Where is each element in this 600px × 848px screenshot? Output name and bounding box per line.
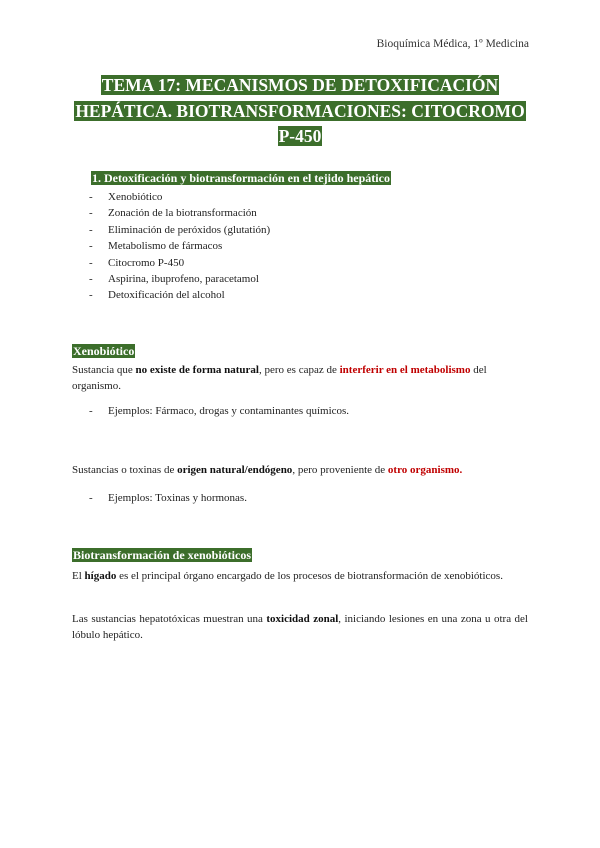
list-item: - Citocromo P-450 bbox=[89, 256, 185, 269]
list-item: - Metabolismo de fármacos bbox=[89, 240, 223, 253]
biotransformacion-heading-text: Biotransformación de xenobióticos bbox=[73, 548, 251, 562]
document-title bbox=[72, 73, 528, 150]
biotransformacion-paragraph-1: El hígado es el principal órgano encargado de los procesos de biotransformación de xenobióticos. bbox=[72, 570, 503, 582]
xenobiotico-example-1: - Ejemplos: Fármaco, drogas y contaminantes químicos. bbox=[89, 405, 350, 417]
list-item: - Zonación de la biotransformación bbox=[89, 207, 257, 220]
biotransformacion-heading bbox=[72, 548, 252, 563]
section-1-list bbox=[89, 189, 270, 304]
list-item: - Eliminación de peróxidos (glutatión) bbox=[89, 223, 271, 236]
biotransformacion-paragraph-2: Las sustancias hepatotóxicas muestran una toxicidad zonal, iniciando lesiones en una zona u otra del lóbulo hepático. bbox=[72, 613, 528, 642]
xenobiotico-example-2: - Ejemplos: Toxinas y hormonas. bbox=[89, 492, 247, 504]
list-item: - Xenobiótico bbox=[89, 191, 163, 203]
section-1-heading bbox=[91, 171, 391, 186]
title-line-1: TEMA 17: MECANISMOS DE DETOXIFICACIÓN bbox=[101, 75, 499, 95]
xenobiotico-heading-text: Xenobiótico bbox=[73, 344, 135, 358]
list-item: - Detoxificación del alcohol bbox=[89, 289, 225, 302]
title-line-2: HEPÁTICA. BIOTRANSFORMACIONES: CITOCROMO bbox=[75, 100, 525, 121]
xenobiotico-paragraph-2: Sustancias o toxinas de origen natural/endógeno, pero proveniente de otro organismo. bbox=[72, 464, 463, 476]
xenobiotico-heading bbox=[72, 344, 135, 359]
list-item: - Aspirina, ibuprofeno, paracetamol bbox=[89, 273, 259, 286]
course-header: Bioquímica Médica, 1º Medicina bbox=[376, 38, 529, 50]
section-1-heading-text: 1. Detoxificación y biotransformación en el tejido hepático bbox=[92, 171, 390, 185]
title-line-3: P-450 bbox=[278, 126, 322, 146]
xenobiotico-paragraph-1: Sustancia que no existe de forma natural, pero es capaz de interferir en el metabolismo del organismo. bbox=[72, 364, 487, 393]
